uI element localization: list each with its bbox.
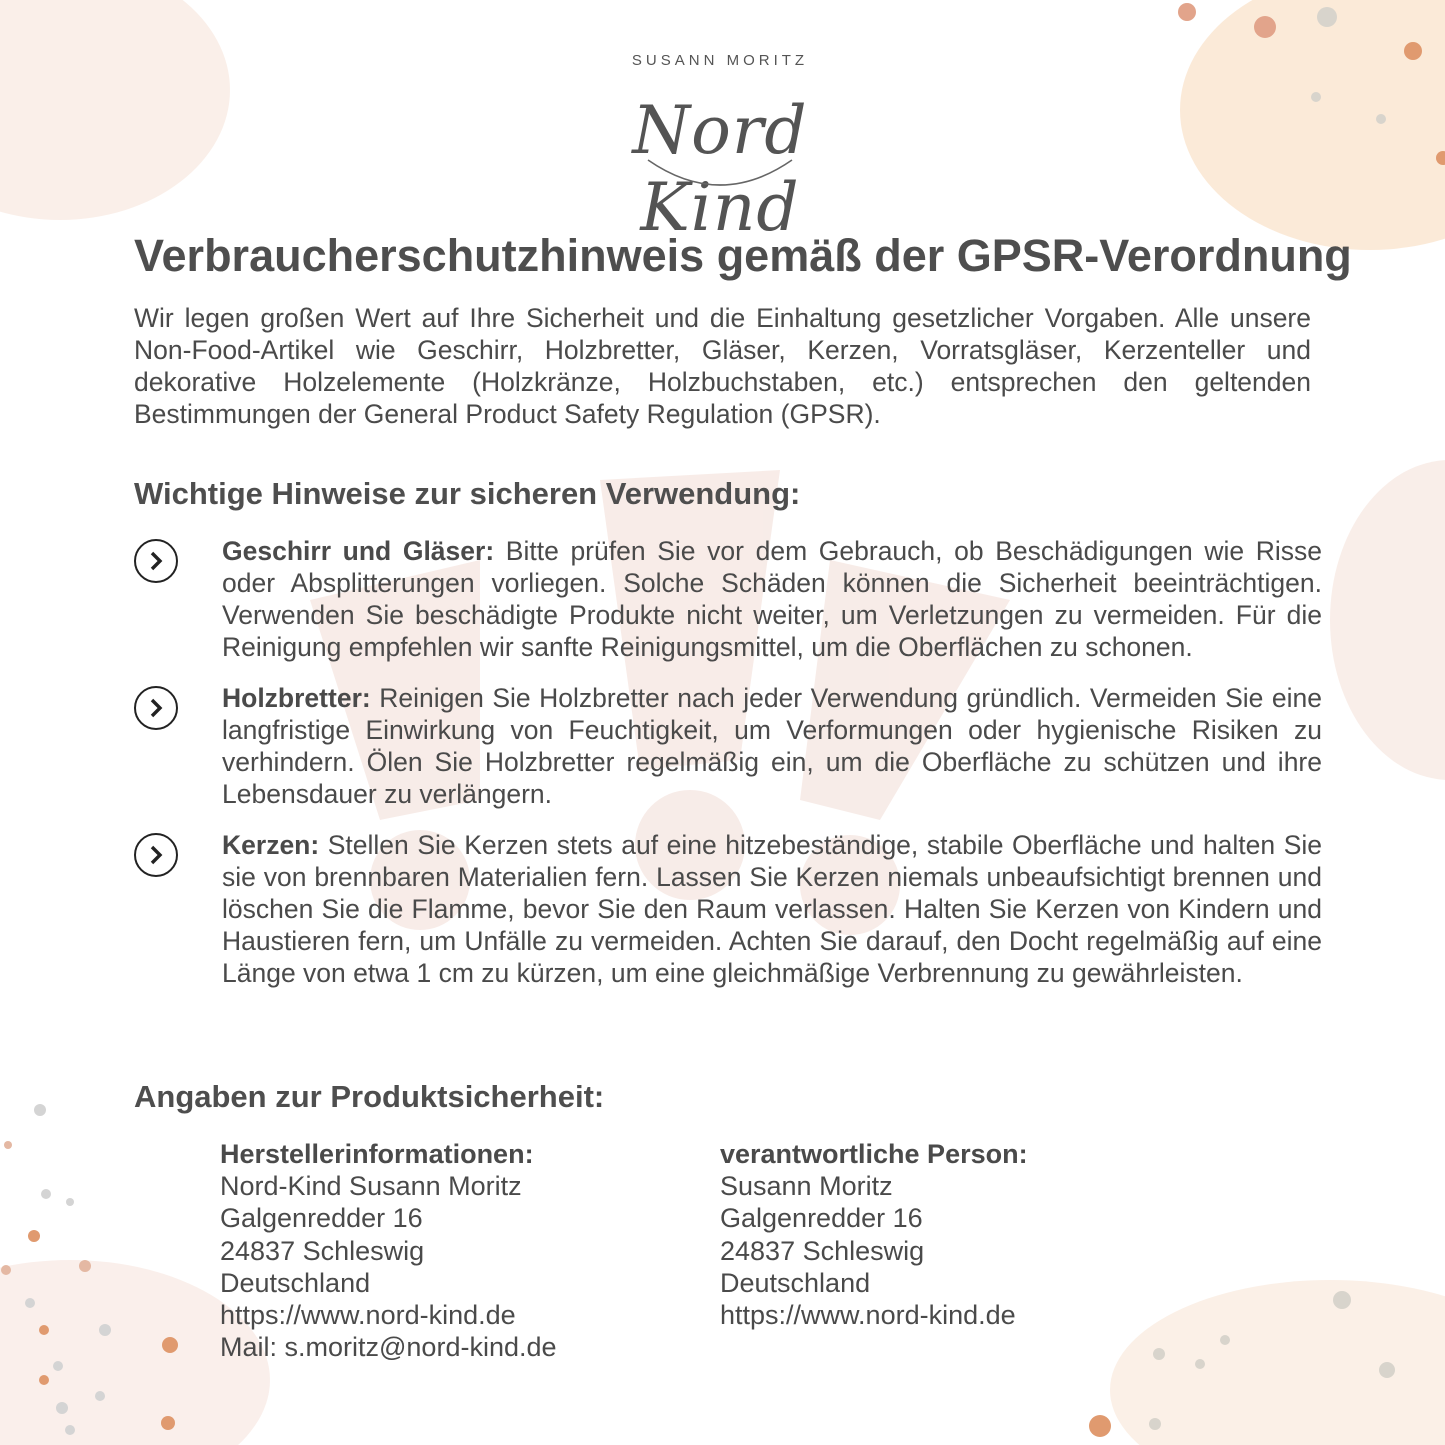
responsible-street: Galgenredder 16 bbox=[720, 1203, 923, 1234]
responsible-city: 24837 Schleswig bbox=[720, 1235, 925, 1266]
brand-logo bbox=[560, 22, 880, 246]
manufacturer-heading: Herstellerinformationen: bbox=[220, 1139, 534, 1169]
chevron-right-icon bbox=[134, 539, 178, 583]
responsible-heading: verantwortliche Person: bbox=[720, 1139, 1028, 1169]
logo-tagline: SUSANN MORITZ bbox=[631, 52, 809, 69]
manufacturer-info bbox=[220, 1138, 557, 1363]
safety-item-text bbox=[222, 829, 1322, 989]
safety-item-label: Geschirr und Gläser: bbox=[222, 536, 495, 566]
safety-item-body: Reinigen Sie Holzbretter nach jeder Verwendung gründlich. Vermeiden Sie eine langfristige Einwirkung von Feuchtigkeit, um Verformungen oder hygienische Risiken zu verhindern. Ölen Sie Holzbretter regelmäßig ein, um die Oberfläche zu schützen und ihre Lebensdauer zu verlängern. bbox=[222, 683, 1322, 809]
manufacturer-name: Nord-Kind Susann Moritz bbox=[220, 1171, 522, 1202]
logo-arc-icon bbox=[640, 152, 800, 192]
manufacturer-city: 24837 Schleswig bbox=[220, 1235, 425, 1266]
logo-wordmark: Nord Kind bbox=[632, 92, 808, 246]
manufacturer-website: https://www.nord-kind.de bbox=[220, 1300, 516, 1331]
safety-heading: Wichtige Hinweise zur sicheren Verwendung: bbox=[134, 476, 801, 511]
safety-item-text bbox=[222, 682, 1322, 810]
safety-item-text bbox=[222, 535, 1322, 663]
responsible-country: Deutschland bbox=[720, 1267, 871, 1298]
manufacturer-country: Deutschland bbox=[220, 1267, 371, 1298]
chevron-right-icon bbox=[134, 833, 178, 877]
responsible-website: https://www.nord-kind.de bbox=[720, 1300, 1016, 1331]
responsible-person-info bbox=[720, 1138, 1028, 1331]
product-safety-heading: Angaben zur Produktsicherheit: bbox=[134, 1079, 605, 1114]
manufacturer-street: Galgenredder 16 bbox=[220, 1203, 423, 1234]
responsible-name: Susann Moritz bbox=[720, 1171, 893, 1202]
intro-paragraph: Wir legen großen Wert auf Ihre Sicherheit und die Einhaltung gesetzlicher Vorgaben. Alle unsere Non-Food-Artikel wie Geschirr, Holzbretter, Gläser, Kerzen, Vorratsgläser, Kerzenteller und dekorative Holzelemente (Holzkränze, Holzbuchstaben, etc.) entsprechen den geltenden Bestimmungen der General Product Safety Regulation (GPSR). bbox=[134, 303, 1311, 429]
chevron-right-icon bbox=[134, 686, 178, 730]
manufacturer-mail: Mail: s.moritz@nord-kind.de bbox=[220, 1332, 557, 1363]
page-title: Verbraucherschutzhinweis gemäß der GPSR-Verordnung bbox=[134, 230, 1352, 281]
safety-item-body: Bitte prüfen Sie vor dem Gebrauch, ob Beschädigungen wie Risse oder Absplitterungen vorliegen. Solche Schäden können die Sicherheit beeinträchtigen. Verwenden Sie beschädigte Produkte nicht weiter, um Verletzungen zu vermeiden. Für die Reinigung empfehlen wir sanfte Reinigungsmittel, um die Oberflächen zu schonen. bbox=[222, 536, 1322, 662]
safety-item-body: Stellen Sie Kerzen stets auf eine hitzebeständige, stabile Oberfläche und halten Sie sie von brennbaren Materialien fern. Lassen Sie Kerzen niemals unbeaufsichtigt brennen und löschen Sie die Flamme, bevor Sie den Raum verlassen. Halten Sie Kerzen von Kindern und Haustieren fern, um Unfälle zu vermeiden. Achten Sie darauf, den Docht regelmäßig auf eine Länge von etwa 1 cm zu kürzen, um eine gleichmäßige Verbrennung zu gewährleisten. bbox=[222, 830, 1322, 988]
safety-item-label: Holzbretter: bbox=[222, 683, 371, 713]
safety-item-label: Kerzen: bbox=[222, 830, 320, 860]
